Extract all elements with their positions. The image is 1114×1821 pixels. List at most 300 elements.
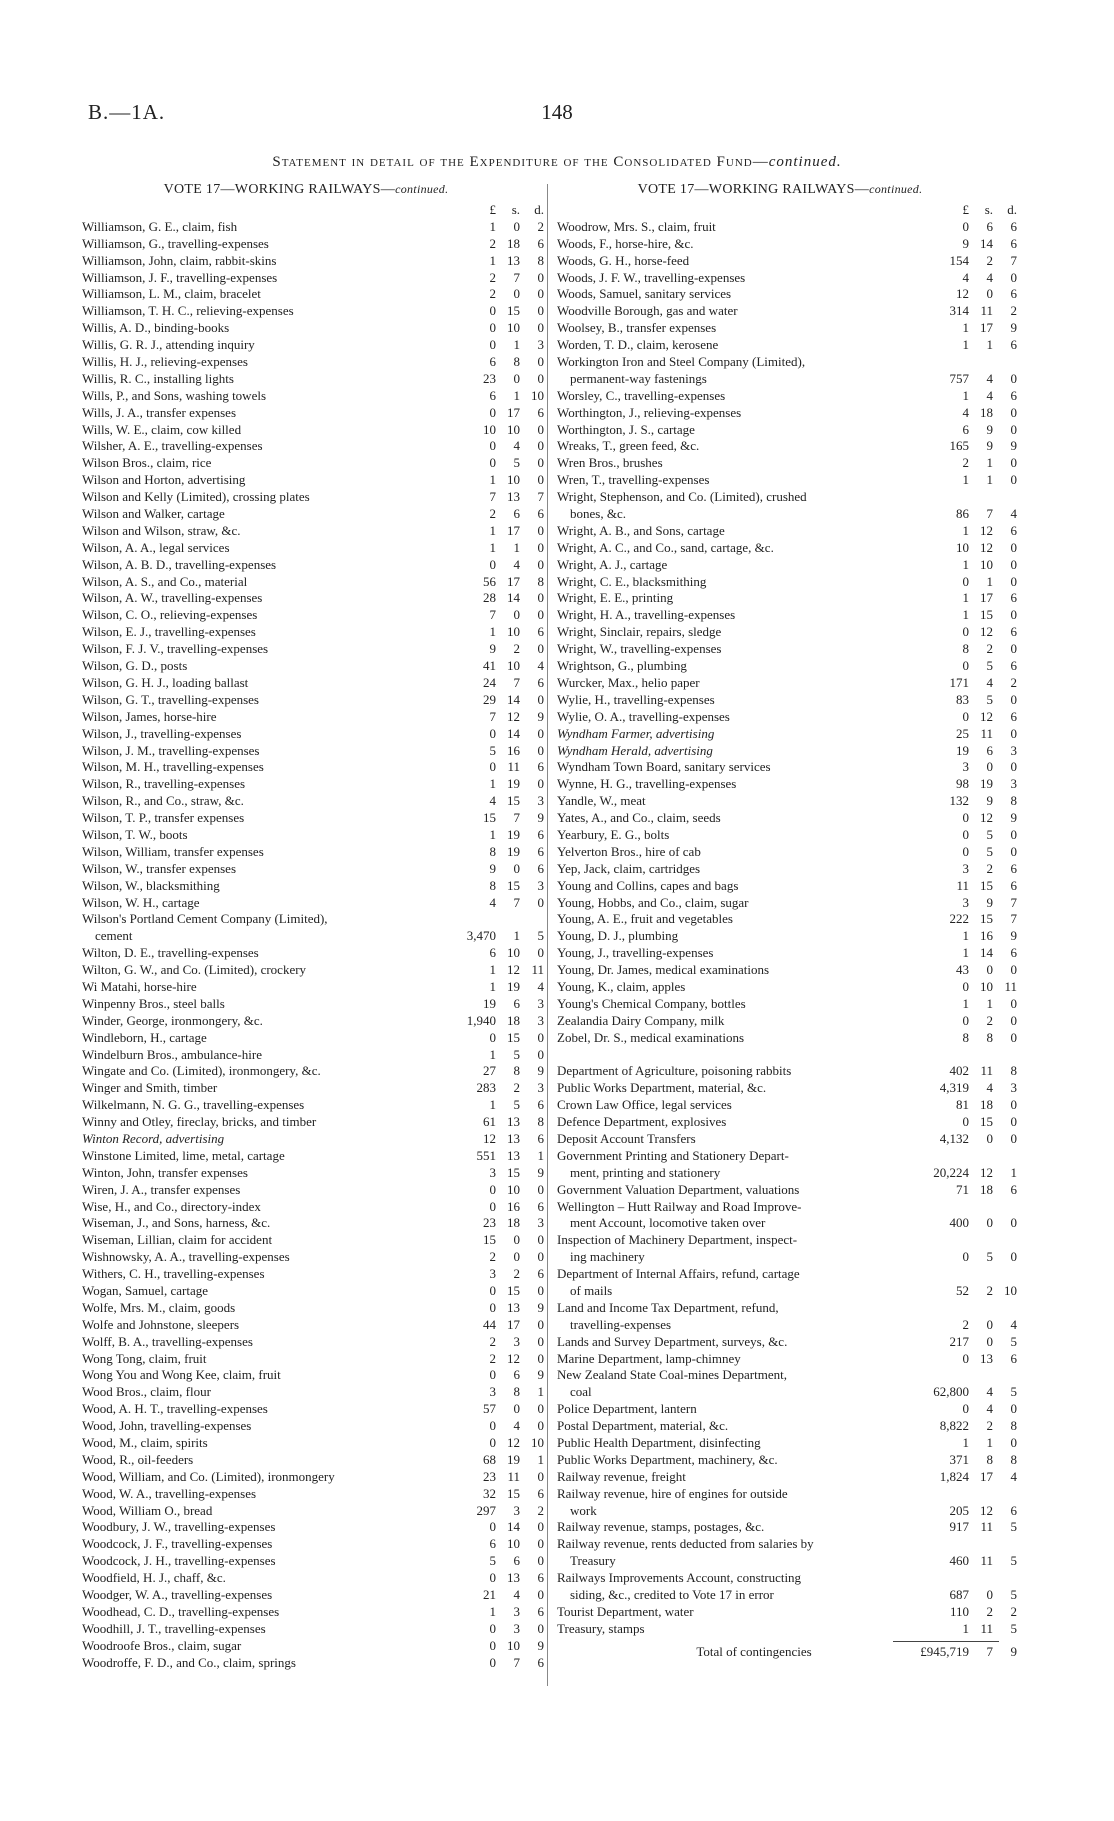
expenditure-row xyxy=(82,928,544,945)
expenditure-row xyxy=(82,1097,544,1114)
expenditure-row xyxy=(557,1401,1017,1418)
amount-pounds: 687 xyxy=(949,1587,969,1603)
amount-shillings: 6 xyxy=(513,1553,520,1569)
amount-shillings: 0 xyxy=(986,1316,993,1332)
amount-pounds: 1 xyxy=(489,1603,496,1619)
amount-shillings: 11 xyxy=(980,1063,993,1079)
expenditure-row xyxy=(82,996,544,1013)
payee-description: Wilson, W. H., cartage xyxy=(82,894,200,910)
amount-pounds: 7 xyxy=(489,607,496,623)
amount-shillings: 0 xyxy=(986,1215,993,1231)
amount-shillings: 6 xyxy=(513,995,520,1011)
amount-shillings: 15 xyxy=(507,1164,520,1180)
payee-description: Police Department, lantern xyxy=(557,1401,697,1417)
amount-pence: 6 xyxy=(1010,522,1017,538)
expenditure-row xyxy=(82,1570,544,1587)
amount-pounds: 15 xyxy=(483,810,496,826)
expenditure-row xyxy=(557,1283,1017,1300)
payee-description: Wilson, G. T., travelling-expenses xyxy=(82,691,259,707)
expenditure-row xyxy=(82,1334,544,1351)
amount-pence: 0 xyxy=(537,472,544,488)
amount-pounds: 0 xyxy=(962,1249,969,1265)
amount-pence: 0 xyxy=(537,1249,544,1265)
amount-pounds: 7 xyxy=(489,489,496,505)
amount-shillings: 7 xyxy=(513,674,520,690)
amount-shillings: 0 xyxy=(986,1130,993,1146)
amount-pence: 0 xyxy=(537,556,544,572)
amount-pounds: 81 xyxy=(956,1097,969,1113)
amount-pounds: 1 xyxy=(489,472,496,488)
payee-description: Wilson, F. J. V., travelling-expenses xyxy=(82,641,269,657)
payee-description: Wilson, J., travelling-expenses xyxy=(82,725,242,741)
expenditure-row xyxy=(82,236,544,253)
expenditure-row xyxy=(557,1570,1017,1587)
amount-pounds: 8,822 xyxy=(939,1418,969,1434)
expenditure-row xyxy=(82,1148,544,1165)
amount-pence: 8 xyxy=(1010,1418,1017,1434)
expenditure-row xyxy=(557,844,1017,861)
payee-description: ment Account, locomotive taken over xyxy=(570,1215,766,1231)
amount-pence: 5 xyxy=(1010,1587,1017,1603)
payee-description: Woodrow, Mrs. S., claim, fruit xyxy=(557,218,716,234)
expenditure-row xyxy=(557,979,1017,996)
expenditure-row xyxy=(557,253,1017,270)
amount-pence: 9 xyxy=(1010,928,1017,944)
amount-pounds: 11 xyxy=(956,877,969,893)
payee-description: Worden, T. D., claim, kerosene xyxy=(557,337,719,353)
expenditure-row xyxy=(82,861,544,878)
expenditure-row xyxy=(82,624,544,641)
amount-pounds: 0 xyxy=(962,843,969,859)
expenditure-row xyxy=(557,1435,1017,1452)
amount-pounds: 1 xyxy=(489,1097,496,1113)
payee-description: Young, K., claim, apples xyxy=(557,978,686,994)
payee-description: Wilson, M. H., travelling-expenses xyxy=(82,759,264,775)
expenditure-row xyxy=(82,1519,544,1536)
amount-pounds: 1 xyxy=(489,252,496,268)
payee-description: Public Health Department, disinfecting xyxy=(557,1435,761,1451)
expenditure-row xyxy=(82,1486,544,1503)
amount-pounds: 5 xyxy=(489,1553,496,1569)
vote-heading-left-continued: continued. xyxy=(395,182,449,196)
payee-description: Zobel, Dr. S., medical examinations xyxy=(557,1029,745,1045)
payee-description: Wurcker, Max., helio paper xyxy=(557,674,700,690)
amount-pence: 9 xyxy=(537,810,544,826)
page-number: 148 xyxy=(541,100,573,124)
payee-description: Wylie, H., travelling-expenses xyxy=(557,691,715,707)
amount-pounds: 12 xyxy=(483,1130,496,1146)
amount-pounds: 0 xyxy=(489,759,496,775)
amount-pounds: 0 xyxy=(489,1299,496,1315)
payee-description: Government Valuation Department, valuations xyxy=(557,1181,800,1197)
amount-pence: 0 xyxy=(537,539,544,555)
payee-description: Wren, T., travelling-expenses xyxy=(557,472,710,488)
expenditure-row xyxy=(557,692,1017,709)
amount-shillings: 15 xyxy=(507,877,520,893)
amount-pounds: 0 xyxy=(489,1181,496,1197)
payee-description: Winton, John, transfer expenses xyxy=(82,1164,248,1180)
amount-shillings: 19 xyxy=(507,1451,520,1467)
amount-pence: 1 xyxy=(537,1384,544,1400)
amount-pence: 0 xyxy=(1010,826,1017,842)
expenditure-row xyxy=(557,962,1017,979)
payee-description: Windelburn Bros., ambulance-hire xyxy=(82,1046,262,1062)
payee-description: Wiseman, Lillian, claim for accident xyxy=(82,1232,273,1248)
payee-description: Winton Record, advertising xyxy=(82,1130,225,1146)
page-header xyxy=(0,100,1114,130)
expenditure-row xyxy=(557,793,1017,810)
amount-pence: 6 xyxy=(537,624,544,640)
payee-description: Wilson and Walker, cartage xyxy=(82,506,225,522)
amount-pounds: 3 xyxy=(489,1266,496,1282)
amount-shillings: 15 xyxy=(507,1283,520,1298)
amount-pence: 0 xyxy=(1010,455,1017,471)
amount-shillings: 4 xyxy=(513,556,520,572)
payee-description: Woodroofe Bros., claim, sugar xyxy=(82,1637,242,1653)
payee-description: Wilson, R., and Co., straw, &c. xyxy=(82,793,244,809)
payee-description: cement xyxy=(95,928,133,944)
payee-description: Woodger, W. A., travelling-expenses xyxy=(82,1587,273,1603)
amount-pence: 6 xyxy=(537,235,544,251)
expenditure-row xyxy=(82,303,544,320)
payee-description: Wyndham Farmer, advertising xyxy=(557,725,715,741)
amount-pence: 0 xyxy=(537,438,544,454)
amount-pounds: 21 xyxy=(483,1587,496,1603)
expenditure-row xyxy=(82,1030,544,1047)
amount-pounds: 132 xyxy=(949,793,969,809)
amount-pounds: 83 xyxy=(956,691,969,707)
amount-pence: 10 xyxy=(531,1435,544,1451)
amount-pounds: 0 xyxy=(962,1401,969,1417)
payee-description: Wylie, O. A., travelling-expenses xyxy=(557,708,730,724)
expenditure-row xyxy=(82,844,544,861)
payee-description: Railways Improvements Account, constructing xyxy=(557,1570,802,1586)
amount-pounds: 9 xyxy=(489,641,496,657)
payee-description: bones, &c. xyxy=(570,506,626,522)
expenditure-row xyxy=(557,1621,1017,1638)
amount-pence: 0 xyxy=(537,303,544,319)
amount-shillings: 8 xyxy=(513,1384,520,1400)
amount-pounds: 41 xyxy=(483,658,496,674)
amount-pounds: 1 xyxy=(489,539,496,555)
amount-shillings: 8 xyxy=(986,1029,993,1045)
amount-shillings: 0 xyxy=(986,286,993,302)
amount-pence: 2 xyxy=(537,218,544,234)
amount-shillings: 10 xyxy=(507,1181,520,1197)
amount-pence: 5 xyxy=(1010,1553,1017,1569)
amount-pence: 0 xyxy=(1010,725,1017,741)
amount-pence: 6 xyxy=(537,1198,544,1214)
lsd-header-left xyxy=(82,202,544,219)
amount-pence: 0 xyxy=(537,1587,544,1603)
payee-description: Postal Department, material, &c. xyxy=(557,1418,729,1434)
amount-pounds: 2 xyxy=(489,1333,496,1349)
amount-pence: 6 xyxy=(537,1570,544,1586)
total-pounds: £945,719 xyxy=(920,1643,969,1659)
amount-pence: 6 xyxy=(1010,387,1017,403)
amount-pounds: 0 xyxy=(962,1114,969,1130)
amount-pounds: 0 xyxy=(489,320,496,336)
left-entries xyxy=(82,219,544,1672)
expenditure-row xyxy=(557,641,1017,658)
expenditure-row xyxy=(82,878,544,895)
amount-pence: 9 xyxy=(537,708,544,724)
expenditure-row xyxy=(557,1080,1017,1097)
amount-pence: 0 xyxy=(537,1350,544,1366)
amount-shillings: 17 xyxy=(980,1468,993,1484)
payee-description: Railway revenue, rents deducted from salaries by xyxy=(557,1536,814,1552)
amount-pence: 6 xyxy=(1010,337,1017,353)
amount-shillings: 18 xyxy=(507,235,520,251)
amount-pence: 5 xyxy=(1010,1620,1017,1636)
amount-pounds: 283 xyxy=(476,1080,496,1096)
amount-pounds: 0 xyxy=(489,1519,496,1535)
amount-pence: 6 xyxy=(537,674,544,690)
amount-pence: 6 xyxy=(537,1097,544,1113)
amount-shillings: 3 xyxy=(513,1603,520,1619)
expenditure-row xyxy=(82,743,544,760)
amount-shillings: 8 xyxy=(986,1451,993,1467)
amount-pence: 0 xyxy=(537,286,544,302)
payee-description: of mails xyxy=(570,1283,613,1298)
amount-pence: 0 xyxy=(1010,962,1017,978)
expenditure-row xyxy=(557,1317,1017,1334)
payee-description: Woodville Borough, gas and water xyxy=(557,303,738,319)
expenditure-row xyxy=(557,1553,1017,1570)
amount-shillings: 7 xyxy=(986,506,993,522)
payee-description: Wood, John, travelling-expenses xyxy=(82,1418,252,1434)
amount-pounds: 0 xyxy=(962,624,969,640)
payee-description: Government Printing and Stationery Depart- xyxy=(557,1147,789,1163)
expenditure-row xyxy=(557,405,1017,422)
expenditure-row xyxy=(82,1587,544,1604)
expenditure-row xyxy=(82,793,544,810)
amount-pence: 7 xyxy=(1010,894,1017,910)
amount-pence: 6 xyxy=(537,843,544,859)
amount-pounds: 0 xyxy=(489,1029,496,1045)
amount-pence: 0 xyxy=(537,945,544,961)
amount-shillings: 6 xyxy=(513,1367,520,1383)
amount-shillings: 17 xyxy=(507,404,520,420)
payee-description: Wyndham Herald, advertising xyxy=(557,742,713,758)
amount-pence: 11 xyxy=(1004,978,1017,994)
amount-pence: 6 xyxy=(537,506,544,522)
amount-shillings: 2 xyxy=(986,1283,993,1298)
payee-description: Wright, E. E., printing xyxy=(557,590,674,606)
expenditure-row xyxy=(82,1604,544,1621)
payee-description: Winder, George, ironmongery, &c. xyxy=(82,1012,263,1028)
amount-shillings: 18 xyxy=(980,404,993,420)
payee-description: Wilson, W., transfer expenses xyxy=(82,860,237,876)
expenditure-row xyxy=(557,523,1017,540)
amount-pounds: 1 xyxy=(962,522,969,538)
amount-shillings: 10 xyxy=(507,1637,520,1653)
amount-pence: 6 xyxy=(537,1130,544,1146)
expenditure-row xyxy=(557,388,1017,405)
amount-shillings: 15 xyxy=(507,303,520,319)
payee-description: Wilton, G. W., and Co. (Limited), crockery xyxy=(82,962,307,978)
payee-description: Department of Agriculture, poisoning rabbits xyxy=(557,1063,792,1079)
amount-shillings: 12 xyxy=(980,810,993,826)
amount-pence: 3 xyxy=(537,877,544,893)
expenditure-row xyxy=(557,709,1017,726)
amount-pence: 0 xyxy=(537,370,544,386)
expenditure-row xyxy=(557,455,1017,472)
amount-shillings: 11 xyxy=(980,303,993,319)
payee-description: Wilton, D. E., travelling-expenses xyxy=(82,945,259,961)
amount-pounds: 12 xyxy=(956,286,969,302)
payee-description: Railway revenue, stamps, postages, &c. xyxy=(557,1519,765,1535)
expenditure-row xyxy=(82,455,544,472)
expenditure-row xyxy=(557,270,1017,287)
amount-pounds: 0 xyxy=(489,438,496,454)
amount-pounds: 1 xyxy=(489,624,496,640)
amount-shillings: 9 xyxy=(986,793,993,809)
expenditure-row xyxy=(82,1047,544,1064)
amount-pence: 0 xyxy=(537,894,544,910)
payee-description: Woodcock, J. H., travelling-expenses xyxy=(82,1553,276,1569)
amount-pence: 2 xyxy=(537,1502,544,1518)
amount-shillings: 5 xyxy=(513,1046,520,1062)
amount-pence: 9 xyxy=(1010,438,1017,454)
payee-description: Wi Matahi, horse-hire xyxy=(82,978,197,994)
expenditure-row xyxy=(557,1165,1017,1182)
amount-pounds: 0 xyxy=(489,1198,496,1214)
amount-shillings: 0 xyxy=(513,607,520,623)
amount-pounds: 2 xyxy=(489,286,496,302)
amount-pence: 0 xyxy=(537,590,544,606)
amount-pounds: 1 xyxy=(489,218,496,234)
amount-shillings: 7 xyxy=(513,1654,520,1670)
amount-pounds: 8 xyxy=(489,843,496,859)
expenditure-row xyxy=(557,1384,1017,1401)
payee-description: Wilson, C. O., relieving-expenses xyxy=(82,607,258,623)
expenditure-row xyxy=(82,1300,544,1317)
expenditure-row xyxy=(557,540,1017,557)
amount-pence: 6 xyxy=(1010,218,1017,234)
amount-pounds: 165 xyxy=(949,438,969,454)
amount-pence: 0 xyxy=(537,1536,544,1552)
statement-title-continued: continued. xyxy=(768,154,842,170)
expenditure-row xyxy=(557,219,1017,236)
amount-shillings: 10 xyxy=(507,1536,520,1552)
amount-pence: 4 xyxy=(1010,1316,1017,1332)
amount-pounds: 171 xyxy=(949,674,969,690)
amount-shillings: 13 xyxy=(507,1570,520,1586)
amount-pence: 0 xyxy=(1010,1012,1017,1028)
expenditure-row xyxy=(557,878,1017,895)
expenditure-row xyxy=(557,1013,1017,1030)
payee-description: Woodfield, H. J., chaff, &c. xyxy=(82,1570,226,1586)
amount-pence: 6 xyxy=(1010,945,1017,961)
payee-description: Winstone Limited, lime, metal, cartage xyxy=(82,1147,285,1163)
amount-pence: 0 xyxy=(537,725,544,741)
expenditure-row xyxy=(557,776,1017,793)
payee-description: Wreaks, T., green feed, &c. xyxy=(557,438,700,454)
expenditure-row xyxy=(557,1063,1017,1080)
amount-shillings: 12 xyxy=(980,624,993,640)
amount-pounds: 0 xyxy=(962,573,969,589)
payee-description: Williamson, G. E., claim, fish xyxy=(82,218,238,234)
amount-pounds: 2 xyxy=(489,506,496,522)
expenditure-row xyxy=(557,1334,1017,1351)
amount-pence: 5 xyxy=(1010,1384,1017,1400)
payee-description: Winger and Smith, timber xyxy=(82,1080,218,1096)
amount-pounds: 400 xyxy=(949,1215,969,1231)
amount-shillings: 8 xyxy=(513,354,520,370)
expenditure-row xyxy=(82,979,544,996)
payee-description: Deposit Account Transfers xyxy=(557,1130,696,1146)
amount-shillings: 9 xyxy=(986,438,993,454)
expenditure-row xyxy=(557,422,1017,439)
amount-pounds: 1 xyxy=(962,387,969,403)
payee-description: coal xyxy=(570,1384,592,1400)
amount-shillings: 5 xyxy=(513,1097,520,1113)
expenditure-row xyxy=(557,759,1017,776)
amount-shillings: 4 xyxy=(513,1587,520,1603)
amount-shillings: 2 xyxy=(513,641,520,657)
amount-shillings: 4 xyxy=(513,438,520,454)
payee-description: Railway revenue, freight xyxy=(557,1468,686,1484)
amount-shillings: 1 xyxy=(986,337,993,353)
shillings-heading: s. xyxy=(984,202,993,217)
payee-description: Wolfe, Mrs. M., claim, goods xyxy=(82,1299,236,1315)
payee-description: Woodroffe, F. D., and Co., claim, springs xyxy=(82,1654,296,1670)
payee-description: Williamson, John, claim, rabbit-skins xyxy=(82,252,277,268)
amount-pounds: 9 xyxy=(489,860,496,876)
amount-pence: 9 xyxy=(537,1063,544,1079)
amount-shillings: 0 xyxy=(513,1232,520,1248)
amount-pence: 3 xyxy=(537,1012,544,1028)
expenditure-row xyxy=(557,675,1017,692)
payee-description: Williamson, J. F., travelling-expenses xyxy=(82,269,278,285)
amount-shillings: 15 xyxy=(980,877,993,893)
expenditure-row xyxy=(82,1165,544,1182)
amount-shillings: 15 xyxy=(980,607,993,623)
amount-pounds: 4,319 xyxy=(939,1080,969,1096)
payee-description: Lands and Survey Department, surveys, &c. xyxy=(557,1333,788,1349)
amount-shillings: 5 xyxy=(986,826,993,842)
amount-pence: 0 xyxy=(1010,539,1017,555)
amount-pounds: 6 xyxy=(489,1536,496,1552)
payee-description: Wright, Stephenson, and Co. (Limited), crushed xyxy=(557,489,807,505)
amount-pence: 9 xyxy=(1010,810,1017,826)
payee-description: ing machinery xyxy=(570,1249,645,1265)
payee-description: Wood, William, and Co. (Limited), ironmongery xyxy=(82,1468,335,1484)
amount-pence: 0 xyxy=(537,269,544,285)
amount-shillings: 13 xyxy=(507,1114,520,1130)
amount-pence: 10 xyxy=(1004,1283,1017,1298)
amount-pounds: 2 xyxy=(489,269,496,285)
payee-description: Williamson, T. H. C., relieving-expenses xyxy=(82,303,294,319)
amount-shillings: 19 xyxy=(507,826,520,842)
amount-shillings: 1 xyxy=(513,387,520,403)
payee-description: Wellington – Hutt Railway and Road Improve- xyxy=(557,1198,802,1214)
amount-pence: 0 xyxy=(1010,1130,1017,1146)
expenditure-row xyxy=(82,523,544,540)
amount-pounds: 0 xyxy=(962,978,969,994)
payee-description: Wingate and Co. (Limited), ironmongery, &c. xyxy=(82,1063,321,1079)
payee-description: Wood, M., claim, spirits xyxy=(82,1435,208,1451)
expenditure-row xyxy=(82,1013,544,1030)
payee-description: Woodhead, C. D., travelling-expenses xyxy=(82,1603,280,1619)
expenditure-row xyxy=(557,1030,1017,1047)
amount-shillings: 11 xyxy=(980,1519,993,1535)
expenditure-row xyxy=(557,489,1017,506)
expenditure-row xyxy=(557,624,1017,641)
amount-pence: 6 xyxy=(1010,1502,1017,1518)
amount-shillings: 11 xyxy=(980,1553,993,1569)
